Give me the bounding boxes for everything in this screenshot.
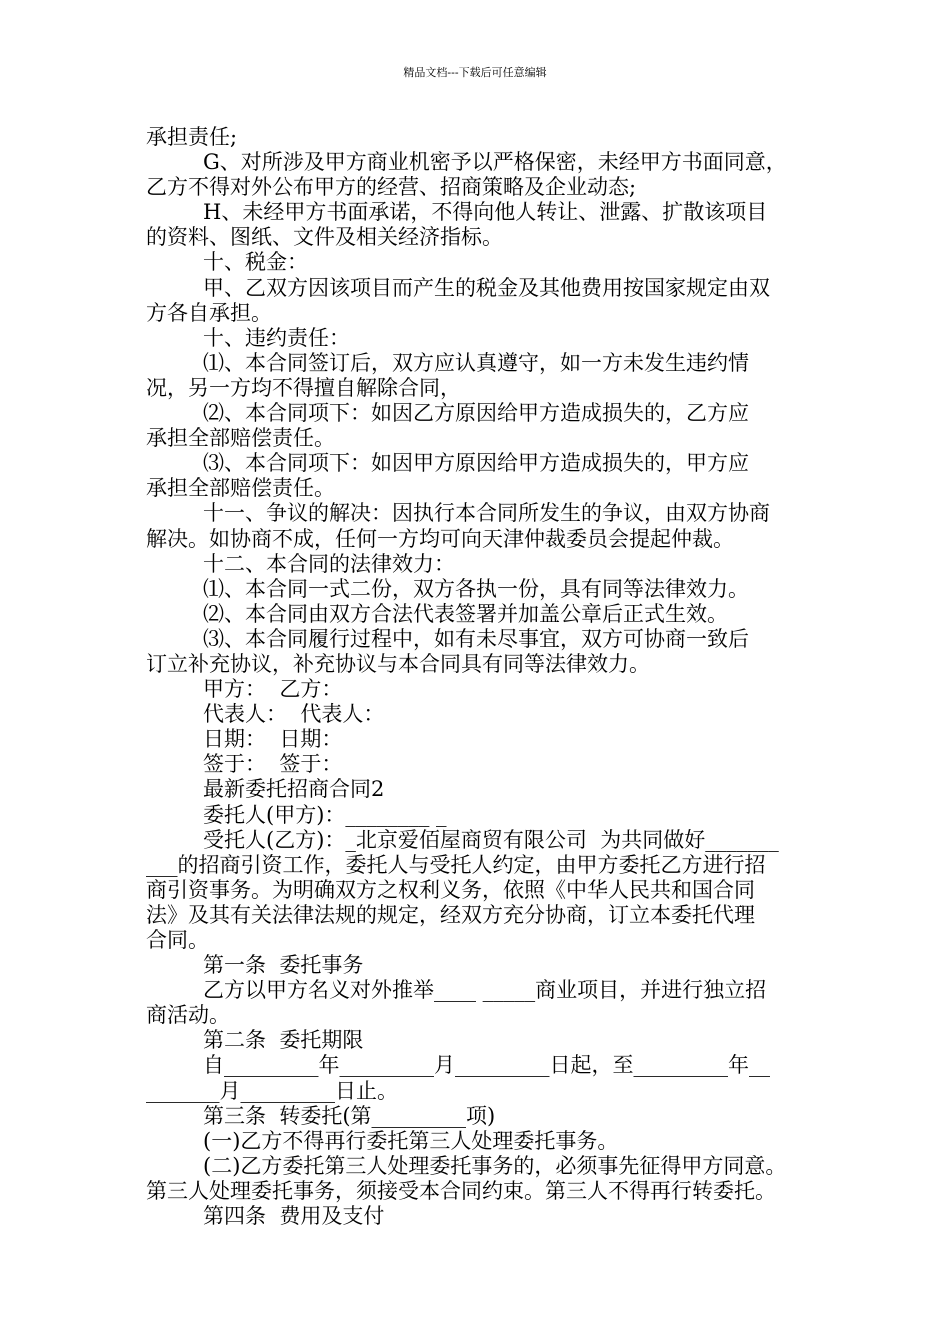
article-heading: 第三条 转委托(第_________项) <box>203 1103 496 1128</box>
contract-title: 最新委托招商合同2 <box>203 777 385 802</box>
text-line: ⑵、本合同项下：如因乙方原因给甲方造成损失的，乙方应 <box>203 401 749 426</box>
text-line: 合同。 <box>146 928 209 952</box>
text-line: 委托人(甲方)：________ _ <box>203 802 447 827</box>
text-line: 承担全部赔偿责任。 <box>146 426 335 451</box>
text-line: 甲、乙双方因该项目而产生的税金及其他费用按国家规定由双 <box>203 275 770 300</box>
text-line: 受托人(乙方)：_北京爱佰屋商贸有限公司 为共同做好_______ <box>203 827 779 852</box>
text-line: ⑴、本合同一式二份，双方各执一份，具有同等法律效力。 <box>203 576 749 601</box>
text-line: H、未经甲方书面承诺，不得向他人转让、泄露、扩散该项目 <box>203 200 768 225</box>
article-heading: 第四条 费用及支付 <box>203 1204 385 1229</box>
text-line: G、对所涉及甲方商业机密予以严格保密，未经甲方书面同意， <box>203 150 787 175</box>
article-heading: 第一条 委托事务 <box>203 953 364 978</box>
text-line: 承担责任; <box>146 125 238 149</box>
text-line: ___的招商引资工作，委托人与受托人约定，由甲方委托乙方进行招 <box>146 852 766 877</box>
document-body <box>146 125 810 1229</box>
text-line: ⑵、本合同由双方合法代表签署并加盖公章后正式生效。 <box>203 601 728 626</box>
text-line: ⑴、本合同签订后，双方应认真遵守，如一方未发生违约情 <box>203 350 749 375</box>
signature-line: 签于： 签于： <box>203 752 343 777</box>
signature-line: 代表人： 代表人： <box>203 702 385 727</box>
page-header: 精品文档---下载后可任意编辑 <box>403 66 547 79</box>
text-line: 商引资事务。为明确双方之权利义务，依照《中华人民共和国合同 <box>146 877 755 902</box>
text-line: ⑶、本合同履行过程中，如有未尽事宜，双方可协商一致后 <box>203 626 749 651</box>
signature-line: 日期： 日期： <box>203 727 343 752</box>
section-heading: 十、税金： <box>203 250 308 275</box>
text-line: (二)乙方委托第三人处理委托事务的，必须事先征得甲方同意。 <box>203 1153 787 1178</box>
section-heading: 十二、本合同的法律效力： <box>203 551 455 576</box>
text-line: 法》及其有关法律法规的规定，经双方充分协商，订立本委托代理 <box>146 902 755 927</box>
text-line: 订立补充协议，补充协议与本合同具有同等法律效力。 <box>146 651 650 676</box>
text-line: (一)乙方不得再行委托第三人处理委托事务。 <box>203 1128 619 1153</box>
text-line: ⑶、本合同项下：如因甲方原因给甲方造成损失的，甲方应 <box>203 451 749 476</box>
text-line: 况，另一方均不得擅自解除合同， <box>146 375 461 400</box>
signature-line: 甲方： 乙方： <box>203 677 343 702</box>
text-line: 第三人处理委托事务，须接受本合同约束。第三人不得再行转委托。 <box>146 1178 776 1203</box>
section-heading: 十一、争议的解决：因执行本合同所发生的争议，由双方协商 <box>203 501 770 526</box>
text-line: 商活动。 <box>146 1003 230 1028</box>
text-line: 乙方不得对外公布甲方的经营、招商策略及企业动态; <box>146 175 637 200</box>
section-heading: 十、违约责任： <box>203 325 350 350</box>
article-heading: 第二条 委托期限 <box>203 1028 364 1053</box>
text-line: 承担全部赔偿责任。 <box>146 476 335 501</box>
text-line: 乙方以甲方名义对外推举____ _____商业项目，并进行独立招 <box>203 978 767 1003</box>
text-line: 的资料、图纸、文件及相关经济指标。 <box>146 225 503 250</box>
text-line: 解决。如协商不成，任何一方均可向天津仲裁委员会提起仲裁。 <box>146 526 734 551</box>
text-line: _______月_________日止。 <box>146 1078 398 1103</box>
text-line: 自_________年_________月_________日起，至_________年__ <box>203 1053 770 1078</box>
text-line: 方各自承担。 <box>146 300 272 325</box>
